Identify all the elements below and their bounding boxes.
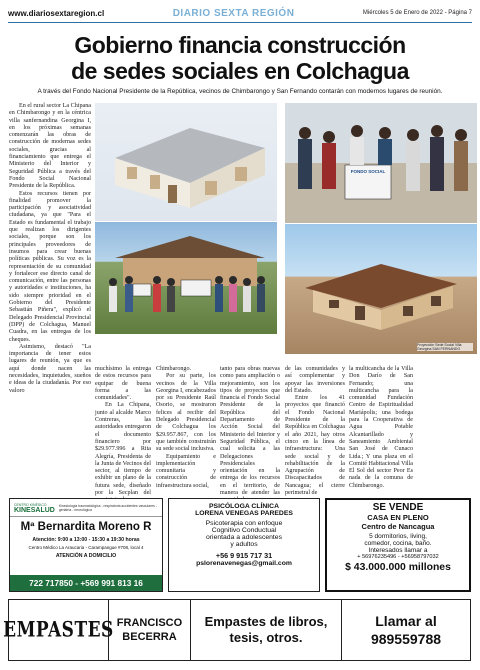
psicologa-phone[interactable]: +56 9 915 717 31 bbox=[215, 551, 273, 560]
empastes-logo-box bbox=[3, 600, 114, 660]
column-2-paragraph-1: muchísimo la entrega de estos recursos para equipar de buena forma a las comunidades". bbox=[95, 366, 151, 402]
article-column-4 bbox=[220, 366, 280, 505]
headline-line-1: Gobierno financia construcción bbox=[74, 32, 406, 58]
empastes-services bbox=[191, 600, 342, 660]
se-vende-sub-2: Centro de Nancagua bbox=[361, 522, 435, 531]
page-header bbox=[8, 6, 472, 20]
se-vende-title: SE VENDE bbox=[372, 502, 424, 513]
ad-se-vende[interactable] bbox=[325, 498, 471, 592]
se-vende-sub-1: CASA EN PLENO bbox=[367, 513, 429, 522]
ad-psicologa[interactable] bbox=[168, 498, 320, 592]
newspaper-brand: DIARIO SEXTA REGIÓN bbox=[172, 7, 295, 19]
empastes-services-2: tesis, otros. bbox=[229, 630, 303, 645]
building-drawing bbox=[285, 224, 477, 354]
column-3-paragraph-2: Por su parte, los vecinos de la Villa Georgina I, encabezados por su Presidente Raúl Osorio, se mostraron felices al recibir del Delegado Presidencial de Colchagua los $29.957.867, con los que también construirán su sede social inclusiva. bbox=[156, 373, 216, 453]
kinesalud-brand: KINESALUD bbox=[14, 506, 55, 514]
psicologa-line-6: y adultos bbox=[230, 541, 258, 548]
column-1-paragraph-1: En el rural sector La Chipana en Chimbarongo y en la céntrica villa sanfernandina Georgina I, en los próximas semanas comenzarán las obras de construcción de modernas sedes sociales, gracias al financiamiento que entrega el Ministerio del Interior y Seguridad Pública a través del Fondo Social Nacional Presidente de la República. bbox=[9, 103, 91, 190]
empastes-contact bbox=[342, 600, 470, 660]
psicologa-line-3: Psicoterapia con enfoque bbox=[205, 520, 283, 527]
se-vende-price: $ 43.000.000 millones bbox=[345, 562, 451, 573]
kinesalud-tagline: Kinesiología traumatológica - respiratoria accidentes vasculares - geriatría - neurológica bbox=[58, 503, 157, 512]
column-5-paragraph-1: de las comunidades y así complementar y apoyar las inversiones del Estado. bbox=[285, 366, 345, 394]
group-photo-chimbarongo bbox=[95, 222, 277, 334]
architectural-render-photo bbox=[95, 103, 277, 221]
building-caption: Proyección Sede Social Villa Georgina SAN FERNANDO bbox=[417, 343, 473, 351]
site-url[interactable]: www.diariosextaregion.cl bbox=[8, 8, 105, 18]
se-vende-line-1: 5 dormitorios, living, bbox=[369, 533, 427, 540]
kinesalud-hours: Atención: 9:00 a 13:00 - 15:30 a 19:30 horas bbox=[32, 537, 140, 543]
column-1-paragraph-2: Estos recursos tienen por finalidad promover la participación y asociatividad ciudadana, ya que "Para el Estado es fundamental el trabajo que realizan los dirigentes sociales, porque son los principales proveedores de insumos para crear buenas políticas públicas. Su voz es la representación de su comunidad y fortalecer ese directo canal de comunicación, entre las personas y autoridades e instituciones, ha sido siempre prioridad en el Gobierno del Presidente Sebastián Piñera", explicó el Delegado Presidencial Provincial (DPP) de Colchagua, Manuel Cuadra, en las entregas de los cheques. bbox=[9, 190, 91, 343]
article-column-2 bbox=[95, 366, 151, 505]
building-render-photo bbox=[285, 224, 477, 354]
group-photo-drawing-1 bbox=[95, 222, 277, 334]
empastes-owner bbox=[109, 600, 191, 660]
check-sign-label: FONDO SOCIAL bbox=[350, 169, 386, 174]
article-column-3 bbox=[156, 366, 216, 490]
empastes-phone[interactable]: 989559788 bbox=[370, 631, 442, 647]
psicologa-name: LORENA VENEGAS PAREDES bbox=[195, 510, 293, 517]
issue-date: Miércoles 5 de Enero de 2022 - Página 7 bbox=[362, 10, 472, 16]
column-2-paragraph-2: En La Chipana, junto al alcalde Marco Contreras, las autoridades entregaron el documento financiero por $29.977.996 a Rita Alegría, Presidenta de la Junta de Vecinos del sector, al tiempo de exhibir un plano de la futura sede, diseñado por la Secplan del bbox=[95, 402, 151, 497]
header-rule bbox=[8, 22, 472, 23]
article-column-6 bbox=[349, 366, 413, 490]
psicologa-title: PSICÓLOGA CLÍNICA bbox=[209, 503, 279, 510]
psicologa-line-4: Cognitivo Conductual bbox=[211, 527, 277, 534]
psicologa-line-5: orientada a adolescentes bbox=[206, 534, 282, 541]
group-photo-drawing-2 bbox=[285, 103, 477, 223]
kinesalud-phones[interactable]: 722 717850 - +569 991 813 16 bbox=[10, 575, 162, 591]
empastes-services-1: Empastes de libros, bbox=[204, 614, 328, 629]
empastes-call-label: Llamar al bbox=[375, 613, 437, 629]
column-4-paragraph-1: tanto para obras nuevas como para ampliación o mejoramiento, son los tipos de proyectos que financia el Fondo Social Presidente de la República del Departamento de Acción Social del Ministerio del Interior y Seguridad Pública, el cual solicita a las Delegaciones Presidenciales orientación en la entrega de los recursos en el territorio, de manera de atender las bbox=[220, 366, 280, 497]
article-headline bbox=[8, 32, 472, 84]
empastes-logo: EMPASTES bbox=[3, 617, 114, 643]
column-5-paragraph-2: Entre los 41 proyectos que financió el Fondo Nacional Presidente de la República en Colchagua el año 2021, hay otros cinco en la línea de infraestructura: Una sede social y de rehabilitación de la Agrupación de Discapacitados de Nancagua; el cierre perimetral de bbox=[285, 395, 345, 497]
empastes-owner-last: BECERRA bbox=[122, 631, 177, 643]
se-vende-phones[interactable]: + 56976235496 - +56958797032 bbox=[357, 554, 439, 560]
se-vende-line-3: Interesados llamar a bbox=[368, 547, 428, 554]
kinesalud-logo bbox=[14, 502, 55, 514]
article-column-5 bbox=[285, 366, 345, 497]
kinesalud-header bbox=[10, 499, 162, 517]
column-3-paragraph-1: Chimbarongo. bbox=[156, 366, 192, 372]
article-column-1 bbox=[9, 103, 91, 395]
kinesalud-brand-small: CENTRO KINÉSICO bbox=[14, 502, 47, 507]
se-vende-line-2: comedor, cocina, baño. bbox=[364, 540, 432, 547]
column-1-paragraph-3: Asimismo, destacó "La importancia de tener estos lugares de reunión, ya que es aquí donde nacen las necesidades, inquietudes, sueños e ideas de la ciudadanía. Por eso valoro bbox=[9, 343, 91, 394]
ad-kinesalud[interactable] bbox=[9, 498, 163, 592]
empastes-owner-first: FRANCISCO bbox=[116, 617, 183, 629]
kinesalud-address: Centro Médico La Araucaria - Carampangue #708, local 4 bbox=[28, 545, 144, 550]
column-6-paragraph-1: la multicancha de la Villa Don Darío de San Fernando; una multicancha para la comunidad Fundación Centro de Espiritualidad Mariápolis; una bodega para la Cooperativa de Agua Potable Alcantarillado y Saneamiento Ambiental San José de Cunaco Ltda.; Y una plaza en el Comité Habitacional Villa El Sol del sector Peor Es nada de la comuna de Chimbarongo. bbox=[349, 366, 413, 489]
column-3-paragraph-3: Equipamiento e implementación comunitaria y construcción de infraestructura social, bbox=[156, 453, 216, 489]
kinesalud-name: Mª Bernardita Moreno R bbox=[20, 521, 152, 533]
render-drawing bbox=[95, 103, 277, 221]
group-photo-villa-georgina bbox=[285, 103, 477, 223]
ad-empastes[interactable] bbox=[3, 599, 471, 661]
kinesalud-homecare: ATENCIÓN A DOMICILIO bbox=[55, 553, 117, 559]
article-subtitle: A través del Fondo Nacional Presidente de la República, vecinos de Chimbarongo y San Fernando contarán con modernos lugares de reunión. bbox=[37, 88, 443, 95]
headline-line-2: de sedes sociales en Colchagua bbox=[71, 58, 409, 84]
psicologa-email[interactable]: pslorenavenegas@gmail.com bbox=[196, 560, 292, 567]
